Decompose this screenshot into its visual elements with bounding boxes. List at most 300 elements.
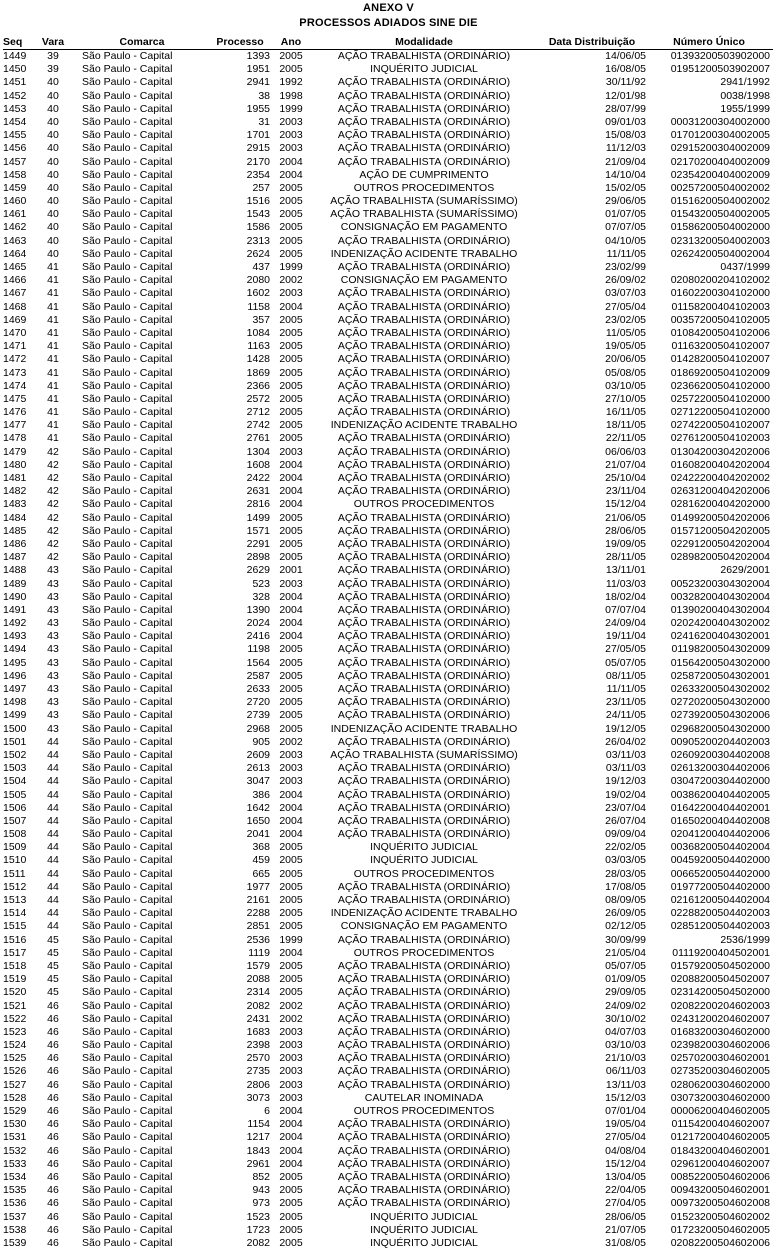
cell-numero-unico: 02080200204102002 — [670, 274, 770, 287]
cell-ano: 2004 — [279, 801, 303, 814]
cell-ano: 2004 — [279, 788, 303, 801]
cell-vara: 44 — [47, 801, 59, 814]
cell-processo: 1119 — [248, 946, 270, 959]
table-row — [0, 723, 777, 736]
cell-seq: 1510 — [3, 854, 27, 867]
cell-numero-unico: 02851200504402003 — [670, 920, 770, 933]
cell-ano: 2004 — [279, 1105, 303, 1117]
cell-seq: 1483 — [3, 498, 27, 511]
cell-numero-unico: 01579200504502000 — [670, 959, 770, 972]
cell-processo: 2720 — [246, 696, 270, 709]
cell-ano: 2002 — [279, 999, 303, 1012]
cell-seq: 1464 — [3, 247, 27, 260]
cell-comarca: São Paulo - Capital — [82, 1091, 173, 1104]
cell-processo: 2080 — [246, 274, 270, 287]
table-row — [0, 841, 777, 854]
cell-vara: 46 — [47, 999, 59, 1012]
cell-vara: 40 — [47, 181, 59, 194]
cell-data-distribuicao: 03/07/03 — [605, 287, 646, 300]
table-row — [0, 709, 777, 722]
table-body — [0, 50, 777, 1250]
cell-comarca: São Paulo - Capital — [82, 828, 173, 841]
table-row — [0, 775, 777, 788]
cell-numero-unico: 02631200404202006 — [670, 485, 770, 498]
table-row — [0, 406, 777, 419]
document-title: ANEXO V — [363, 2, 414, 14]
cell-modalidade: AÇÃO TRABALHISTA (ORDINÁRIO) — [337, 340, 511, 353]
cell-numero-unico: 01571200504202005 — [670, 524, 770, 537]
cell-data-distribuicao: 23/02/05 — [605, 313, 646, 326]
cell-modalidade: AÇÃO TRABALHISTA (ORDINÁRIO) — [337, 472, 511, 484]
cell-seq: 1482 — [3, 485, 27, 498]
table-row — [0, 1224, 777, 1237]
table-row — [0, 116, 777, 129]
cell-data-distribuicao: 27/05/04 — [605, 300, 646, 313]
cell-ano: 2005 — [279, 1223, 303, 1236]
cell-vara: 40 — [47, 221, 59, 234]
cell-vara: 40 — [47, 208, 59, 221]
cell-numero-unico: 01602200304102000 — [670, 287, 770, 300]
cell-modalidade: INDENIZAÇÃO ACIDENTE TRABALHO — [330, 247, 518, 260]
cell-ano: 2005 — [279, 656, 303, 669]
cell-modalidade: AÇÃO TRABALHISTA (ORDINÁRIO) — [337, 1144, 511, 1157]
cell-seq: 1539 — [3, 1236, 27, 1249]
cell-processo: 2712 — [246, 406, 270, 419]
table-row — [0, 683, 777, 696]
cell-data-distribuicao: 26/09/02 — [605, 274, 646, 287]
cell-data-distribuicao: 11/03/03 — [605, 577, 646, 590]
cell-processo: 2313 — [246, 234, 270, 247]
cell-comarca: São Paulo - Capital — [82, 195, 173, 208]
cell-vara: 46 — [47, 1197, 59, 1210]
cell-vara: 46 — [47, 1223, 59, 1236]
cell-seq: 1457 — [3, 155, 27, 168]
cell-processo: 257 — [252, 181, 270, 194]
cell-ano: 2003 — [279, 1091, 303, 1104]
cell-modalidade: AÇÃO TRABALHISTA (ORDINÁRIO) — [337, 353, 511, 366]
cell-processo: 2161 — [246, 894, 270, 906]
cell-ano: 2005 — [279, 326, 303, 339]
cell-modalidade: INDENIZAÇÃO ACIDENTE TRABALHO — [330, 722, 518, 735]
cell-numero-unico: 02961200404602007 — [670, 1157, 770, 1170]
cell-vara: 44 — [47, 920, 59, 933]
cell-seq: 1450 — [3, 63, 27, 76]
cell-modalidade: INQUÉRITO JUDICIAL — [370, 1223, 478, 1236]
cell-data-distribuicao: 03/11/03 — [605, 762, 646, 775]
cell-processo: 2082 — [246, 999, 270, 1012]
cell-modalidade: AÇÃO TRABALHISTA (ORDINÁRIO) — [337, 1131, 511, 1144]
cell-comarca: São Paulo - Capital — [82, 485, 173, 498]
cell-processo: 1955 — [246, 102, 270, 115]
cell-numero-unico: 02082200204602003 — [670, 999, 770, 1012]
table-row — [0, 604, 777, 617]
table-row — [0, 76, 777, 89]
cell-data-distribuicao: 08/09/05 — [605, 894, 646, 906]
cell-modalidade: AÇÃO TRABALHISTA (ORDINÁRIO) — [337, 894, 511, 906]
cell-ano: 1999 — [279, 261, 303, 273]
cell-data-distribuicao: 20/06/05 — [605, 353, 646, 366]
cell-vara: 46 — [47, 1065, 59, 1078]
cell-numero-unico: 02291200504202004 — [670, 537, 770, 550]
cell-data-distribuicao: 04/08/04 — [605, 1144, 646, 1157]
cell-modalidade: CONSIGNAÇÃO EM PAGAMENTO — [340, 920, 508, 933]
cell-ano: 2003 — [279, 762, 303, 775]
cell-seq: 1534 — [3, 1170, 27, 1183]
cell-numero-unico: 02398200304602006 — [670, 1039, 770, 1052]
cell-seq: 1496 — [3, 669, 27, 682]
cell-vara: 40 — [47, 89, 59, 102]
cell-data-distribuicao: 27/05/04 — [605, 1131, 646, 1144]
cell-comarca: São Paulo - Capital — [82, 762, 173, 775]
cell-seq: 1508 — [3, 828, 27, 841]
cell-ano: 2005 — [279, 986, 303, 999]
cell-processo: 1393 — [246, 50, 270, 62]
cell-seq: 1497 — [3, 683, 27, 695]
cell-processo: 386 — [252, 788, 270, 801]
cell-ano: 1999 — [279, 933, 303, 946]
cell-vara: 40 — [47, 142, 59, 155]
cell-data-distribuicao: 21/06/05 — [605, 511, 646, 524]
cell-processo: 437 — [252, 261, 270, 273]
cell-comarca: São Paulo - Capital — [82, 234, 173, 247]
cell-comarca: São Paulo - Capital — [82, 102, 173, 115]
cell-vara: 41 — [47, 432, 59, 445]
cell-modalidade: AÇÃO TRABALHISTA (ORDINÁRIO) — [337, 287, 511, 300]
cell-seq: 1455 — [3, 129, 27, 142]
cell-seq: 1500 — [3, 722, 27, 735]
cell-data-distribuicao: 07/07/04 — [605, 603, 646, 616]
cell-modalidade: AÇÃO TRABALHISTA (ORDINÁRIO) — [337, 669, 511, 682]
cell-vara: 43 — [47, 643, 59, 656]
cell-processo: 1977 — [246, 880, 270, 893]
table-row — [0, 907, 777, 920]
cell-modalidade: INQUÉRITO JUDICIAL — [370, 63, 478, 76]
table-row — [0, 340, 777, 353]
cell-numero-unico: 00357200504102005 — [670, 313, 770, 326]
table-row — [0, 103, 777, 116]
cell-seq: 1529 — [3, 1105, 27, 1117]
table-row — [0, 920, 777, 933]
cell-modalidade: CAUTELAR INOMINADA — [364, 1091, 484, 1104]
cell-comarca: São Paulo - Capital — [82, 788, 173, 801]
table-row — [0, 432, 777, 445]
cell-seq: 1478 — [3, 432, 27, 445]
cell-seq: 1467 — [3, 287, 27, 300]
cell-data-distribuicao: 22/02/05 — [605, 841, 646, 854]
cell-modalidade: AÇÃO TRABALHISTA (ORDINÁRIO) — [337, 392, 511, 405]
cell-seq: 1526 — [3, 1065, 27, 1078]
cell-data-distribuicao: 16/08/05 — [605, 63, 646, 76]
table-row — [0, 1065, 777, 1078]
cell-processo: 1523 — [246, 1210, 270, 1223]
cell-processo: 368 — [252, 841, 270, 854]
cell-processo: 3047 — [246, 775, 270, 788]
cell-comarca: São Paulo - Capital — [82, 115, 173, 128]
cell-vara: 41 — [47, 406, 59, 419]
cell-modalidade: AÇÃO TRABALHISTA (ORDINÁRIO) — [337, 445, 511, 458]
cell-comarca: São Paulo - Capital — [82, 1236, 173, 1249]
cell-seq: 1506 — [3, 801, 27, 814]
cell-ano: 2005 — [279, 195, 303, 208]
cell-processo: 1390 — [246, 603, 270, 616]
cell-comarca: São Paulo - Capital — [82, 300, 173, 313]
cell-modalidade: AÇÃO TRABALHISTA (ORDINÁRIO) — [337, 115, 511, 128]
cell-comarca: São Paulo - Capital — [82, 1144, 173, 1157]
cell-numero-unico: 0038/1998 — [720, 89, 770, 102]
cell-processo: 2609 — [246, 748, 270, 761]
cell-modalidade: AÇÃO TRABALHISTA (ORDINÁRIO) — [337, 775, 511, 788]
table-row — [0, 564, 777, 577]
cell-numero-unico: 01428200504102007 — [670, 353, 770, 366]
cell-numero-unico: 01608200404202004 — [670, 458, 770, 471]
cell-seq: 1481 — [3, 472, 27, 484]
cell-ano: 2005 — [279, 1236, 303, 1249]
table-row — [0, 578, 777, 591]
cell-comarca: São Paulo - Capital — [82, 973, 173, 986]
cell-vara: 43 — [47, 709, 59, 722]
cell-comarca: São Paulo - Capital — [82, 1157, 173, 1170]
cell-data-distribuicao: 11/11/05 — [606, 683, 646, 695]
cell-seq: 1523 — [3, 1025, 27, 1038]
table-row — [0, 142, 777, 155]
cell-comarca: São Paulo - Capital — [82, 340, 173, 353]
cell-numero-unico: 02742200504102007 — [670, 419, 770, 432]
cell-processo: 2915 — [246, 142, 270, 155]
cell-processo: 1608 — [246, 458, 270, 471]
cell-numero-unico: 01723200504602005 — [670, 1223, 770, 1236]
cell-numero-unico: 02041200404402006 — [670, 828, 770, 841]
cell-numero-unico: 00523200304302004 — [670, 577, 770, 590]
table-row — [0, 630, 777, 643]
cell-seq: 1528 — [3, 1091, 27, 1104]
cell-comarca: São Paulo - Capital — [82, 524, 173, 537]
cell-vara: 39 — [47, 63, 59, 76]
cell-ano: 2004 — [279, 1144, 303, 1157]
cell-comarca: São Paulo - Capital — [82, 551, 173, 564]
cell-ano: 2003 — [279, 577, 303, 590]
cell-seq: 1499 — [3, 709, 27, 722]
cell-ano: 2003 — [279, 748, 303, 761]
cell-processo: 357 — [252, 313, 270, 326]
cell-processo: 2587 — [246, 669, 270, 682]
cell-processo: 2170 — [246, 155, 270, 168]
cell-seq: 1479 — [3, 445, 27, 458]
cell-ano: 2005 — [279, 880, 303, 893]
cell-vara: 42 — [47, 445, 59, 458]
cell-ano: 2005 — [279, 894, 303, 906]
cell-data-distribuicao: 27/05/05 — [605, 643, 646, 656]
cell-seq: 1456 — [3, 142, 27, 155]
cell-data-distribuicao: 03/03/05 — [605, 854, 646, 867]
cell-processo: 665 — [252, 867, 270, 880]
cell-vara: 44 — [47, 788, 59, 801]
cell-processo: 1951 — [246, 63, 270, 76]
cell-comarca: São Paulo - Capital — [82, 683, 173, 695]
table-row — [0, 1013, 777, 1026]
table-row — [0, 182, 777, 195]
cell-processo: 2742 — [246, 419, 270, 432]
cell-modalidade: AÇÃO TRABALHISTA (ORDINÁRIO) — [337, 999, 511, 1012]
cell-seq: 1538 — [3, 1223, 27, 1236]
table-header — [0, 36, 777, 49]
cell-seq: 1486 — [3, 537, 27, 550]
cell-ano: 2005 — [279, 406, 303, 419]
table-row — [0, 314, 777, 327]
cell-data-distribuicao: 13/04/05 — [605, 1170, 646, 1183]
cell-comarca: São Paulo - Capital — [82, 458, 173, 471]
cell-seq: 1461 — [3, 208, 27, 221]
cell-modalidade: AÇÃO TRABALHISTA (ORDINÁRIO) — [337, 89, 511, 102]
cell-modalidade: AÇÃO TRABALHISTA (SUMARÍSSIMO) — [330, 195, 518, 208]
table-row — [0, 828, 777, 841]
cell-vara: 41 — [47, 419, 59, 432]
cell-data-distribuicao: 03/11/03 — [605, 748, 646, 761]
cell-data-distribuicao: 12/01/98 — [605, 89, 646, 102]
table-row — [0, 1118, 777, 1131]
cell-vara: 41 — [47, 366, 59, 379]
cell-modalidade: AÇÃO TRABALHISTA (ORDINÁRIO) — [337, 537, 511, 550]
cell-ano: 2003 — [279, 115, 303, 128]
cell-ano: 2004 — [279, 300, 303, 313]
table-row — [0, 1237, 777, 1250]
table-row — [0, 854, 777, 867]
cell-modalidade: AÇÃO TRABALHISTA (ORDINÁRIO) — [337, 142, 511, 155]
cell-processo: 2633 — [246, 683, 270, 695]
cell-modalidade: OUTROS PROCEDIMENTOS — [353, 1105, 495, 1117]
cell-modalidade: AÇÃO TRABALHISTA (ORDINÁRIO) — [337, 261, 511, 273]
cell-ano: 2004 — [279, 458, 303, 471]
cell-vara: 40 — [47, 168, 59, 181]
cell-modalidade: AÇÃO TRABALHISTA (ORDINÁRIO) — [337, 511, 511, 524]
cell-seq: 1459 — [3, 181, 27, 194]
cell-vara: 44 — [47, 894, 59, 906]
cell-vara: 39 — [47, 50, 59, 62]
cell-modalidade: AÇÃO TRABALHISTA (ORDINÁRIO) — [337, 828, 511, 841]
cell-seq: 1468 — [3, 300, 27, 313]
table-row — [0, 1171, 777, 1184]
cell-vara: 46 — [47, 1025, 59, 1038]
cell-ano: 2005 — [279, 537, 303, 550]
cell-numero-unico: 03073200304602000 — [670, 1091, 770, 1104]
cell-numero-unico: 00386200404402005 — [670, 788, 770, 801]
cell-seq: 1470 — [3, 326, 27, 339]
cell-numero-unico: 02314200504502000 — [670, 986, 770, 999]
cell-numero-unico: 01701200304002005 — [670, 129, 770, 142]
cell-numero-unico: 02366200504102000 — [670, 379, 770, 392]
cell-data-distribuicao: 11/12/03 — [605, 142, 646, 155]
cell-processo: 2398 — [246, 1039, 270, 1052]
cell-comarca: São Paulo - Capital — [82, 564, 173, 577]
cell-numero-unico: 01586200504002000 — [670, 221, 770, 234]
cell-numero-unico: 02613200304402006 — [670, 762, 770, 775]
cell-vara: 42 — [47, 498, 59, 511]
table-row — [0, 1131, 777, 1144]
cell-seq: 1515 — [3, 920, 27, 933]
cell-data-distribuicao: 01/07/05 — [605, 208, 646, 221]
table-row — [0, 169, 777, 182]
cell-seq: 1501 — [3, 735, 27, 748]
cell-vara: 41 — [47, 287, 59, 300]
cell-ano: 2003 — [279, 142, 303, 155]
cell-comarca: São Paulo - Capital — [82, 656, 173, 669]
cell-numero-unico: 01154200404602007 — [671, 1118, 770, 1131]
cell-seq: 1490 — [3, 590, 27, 603]
table-row — [0, 881, 777, 894]
cell-modalidade: AÇÃO TRABALHISTA (ORDINÁRIO) — [337, 683, 511, 695]
cell-data-distribuicao: 24/11/05 — [605, 709, 646, 722]
cell-modalidade: AÇÃO TRABALHISTA (ORDINÁRIO) — [337, 326, 511, 339]
cell-ano: 2005 — [279, 973, 303, 986]
cell-processo: 2941 — [246, 76, 270, 89]
cell-modalidade: AÇÃO TRABALHISTA (ORDINÁRIO) — [337, 1078, 511, 1091]
cell-processo: 2291 — [246, 537, 270, 550]
cell-modalidade: AÇÃO TRABALHISTA (ORDINÁRIO) — [337, 880, 511, 893]
cell-ano: 2004 — [279, 603, 303, 616]
cell-comarca: São Paulo - Capital — [82, 1197, 173, 1210]
cell-processo: 1217 — [246, 1131, 270, 1144]
cell-processo: 2898 — [246, 551, 270, 564]
cell-data-distribuicao: 23/11/05 — [605, 696, 646, 709]
cell-seq: 1453 — [3, 102, 27, 115]
cell-comarca: São Paulo - Capital — [82, 406, 173, 419]
cell-comarca: São Paulo - Capital — [82, 907, 173, 920]
cell-modalidade: AÇÃO TRABALHISTA (ORDINÁRIO) — [337, 762, 511, 775]
cell-data-distribuicao: 19/12/03 — [605, 775, 646, 788]
cell-numero-unico: 02915200304002009 — [670, 142, 770, 155]
cell-seq: 1475 — [3, 392, 27, 405]
cell-data-distribuicao: 18/02/04 — [605, 590, 646, 603]
cell-processo: 943 — [252, 1184, 270, 1197]
cell-numero-unico: 02570200304602001 — [670, 1052, 770, 1065]
cell-data-distribuicao: 15/08/03 — [605, 129, 646, 142]
cell-vara: 43 — [47, 617, 59, 630]
cell-seq: 1535 — [3, 1184, 27, 1197]
cell-ano: 2002 — [279, 735, 303, 748]
cell-data-distribuicao: 30/09/99 — [605, 933, 646, 946]
cell-data-distribuicao: 03/10/05 — [605, 379, 646, 392]
cell-vara: 42 — [47, 524, 59, 537]
cell-modalidade: AÇÃO TRABALHISTA (ORDINÁRIO) — [337, 313, 511, 326]
document-subtitle: PROCESSOS ADIADOS SINE DIE — [299, 17, 478, 29]
cell-processo: 2816 — [246, 498, 270, 511]
cell-modalidade: AÇÃO TRABALHISTA (ORDINÁRIO) — [337, 696, 511, 709]
cell-ano: 2005 — [279, 524, 303, 537]
cell-comarca: São Paulo - Capital — [82, 221, 173, 234]
cell-seq: 1460 — [3, 195, 27, 208]
cell-data-distribuicao: 21/10/03 — [605, 1052, 646, 1065]
cell-processo: 2422 — [246, 472, 270, 484]
cell-seq: 1530 — [3, 1118, 27, 1131]
cell-vara: 45 — [47, 946, 59, 959]
cell-ano: 2003 — [279, 1025, 303, 1038]
table-row — [0, 1092, 777, 1105]
cell-comarca: São Paulo - Capital — [82, 867, 173, 880]
cell-ano: 1999 — [279, 102, 303, 115]
table-row — [0, 1079, 777, 1092]
cell-vara: 41 — [47, 261, 59, 273]
table-row — [0, 248, 777, 261]
cell-processo: 1543 — [246, 208, 270, 221]
cell-vara: 40 — [47, 195, 59, 208]
cell-vara: 46 — [47, 1012, 59, 1025]
cell-modalidade: AÇÃO TRABALHISTA (ORDINÁRIO) — [337, 814, 511, 827]
cell-data-distribuicao: 23/07/04 — [605, 801, 646, 814]
cell-vara: 42 — [47, 551, 59, 564]
cell-data-distribuicao: 19/11/04 — [605, 630, 646, 643]
cell-data-distribuicao: 27/10/05 — [605, 392, 646, 405]
cell-seq: 1494 — [3, 643, 27, 656]
cell-processo: 1163 — [247, 340, 270, 353]
